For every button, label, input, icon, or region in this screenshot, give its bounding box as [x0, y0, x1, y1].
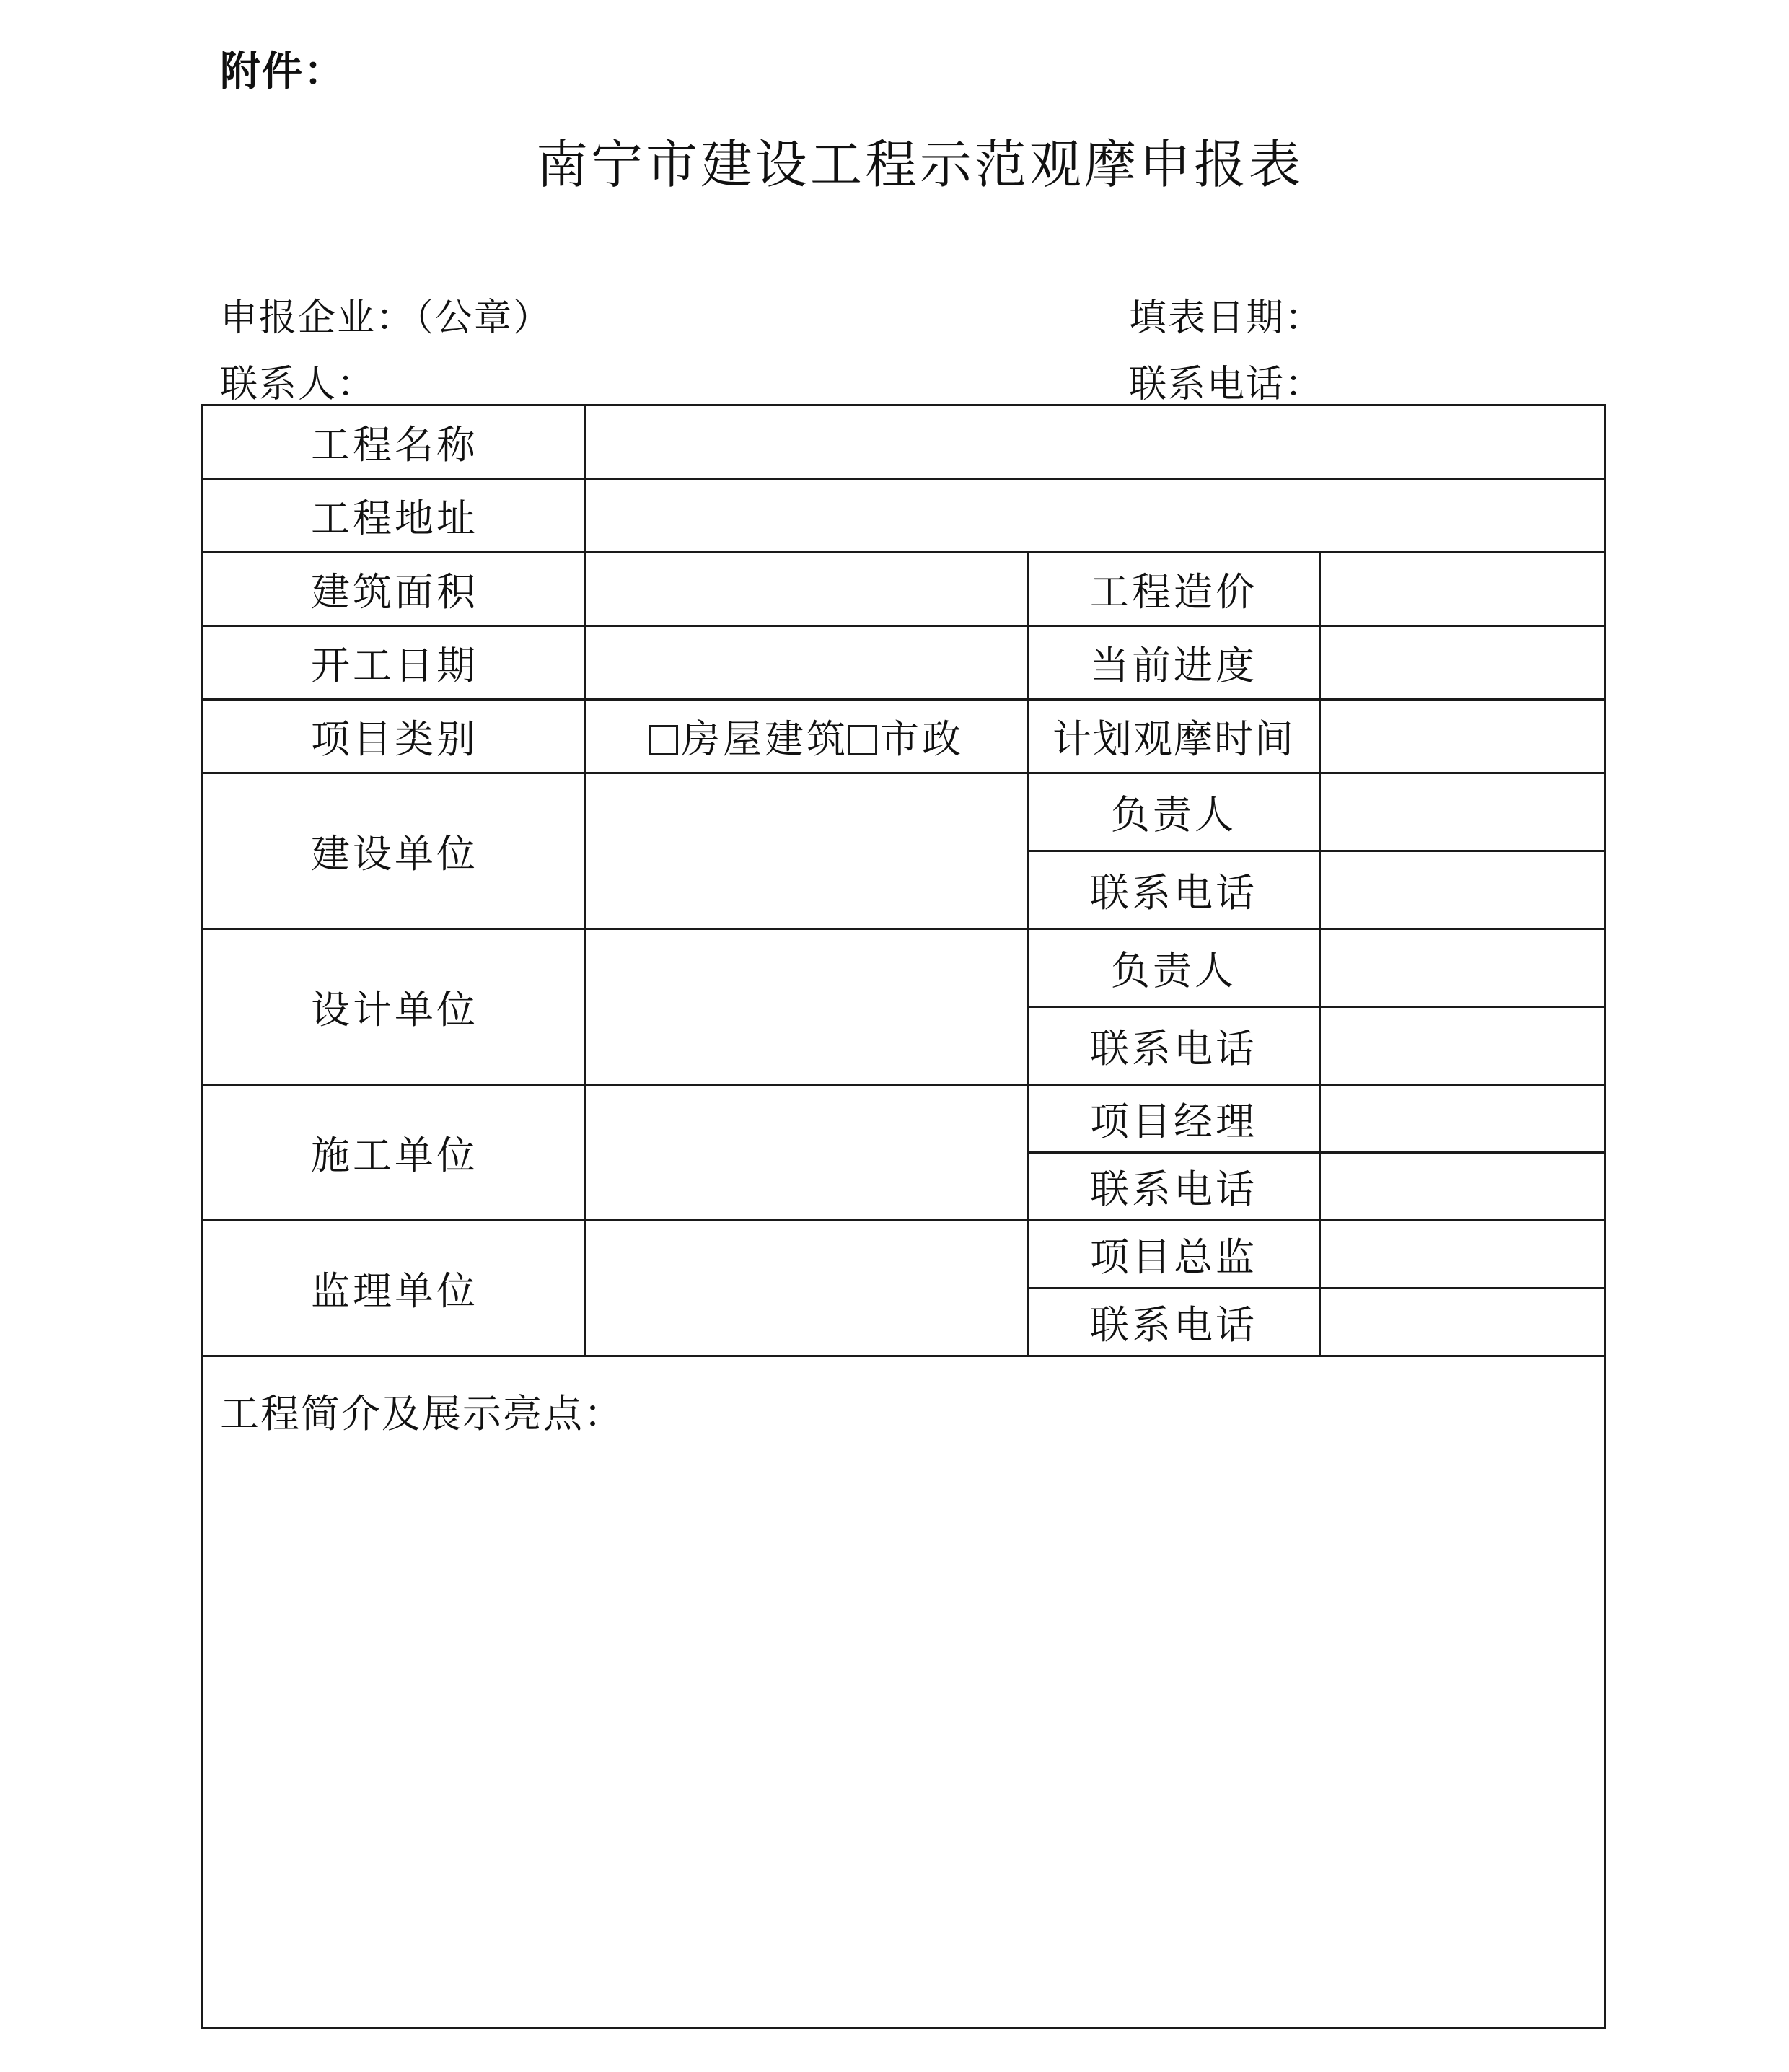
project-name-value[interactable]: [586, 405, 1605, 479]
application-form-table: [201, 404, 1606, 2029]
municipal-checkbox[interactable]: [848, 725, 877, 755]
project-address-label: 工程地址: [202, 479, 586, 553]
building-area-label: 建筑面积: [202, 553, 586, 626]
attachment-label: 附件：: [220, 48, 346, 95]
start-date-value[interactable]: [586, 626, 1028, 700]
company-label: 申报企业：（公章）: [220, 297, 553, 340]
contact-phone-label: 联系电话：: [1129, 363, 1324, 406]
contractor-unit-label: 施工单位: [202, 1085, 586, 1221]
project-cost-value[interactable]: [1320, 553, 1605, 626]
contractor-unit-value[interactable]: [586, 1085, 1028, 1221]
construction-unit-label: 建设单位: [202, 773, 586, 929]
supervision-phone-value[interactable]: [1320, 1289, 1605, 1356]
project-category-label: 项目类别: [202, 700, 586, 773]
project-category-options: [586, 700, 1028, 773]
building-area-value[interactable]: [586, 553, 1028, 626]
current-progress-label: 当前进度: [1028, 626, 1320, 700]
contact-person-label: 联系人：: [220, 363, 377, 406]
project-manager-label: 项目经理: [1028, 1085, 1320, 1153]
current-progress-value[interactable]: [1320, 626, 1605, 700]
design-phone-label: 联系电话: [1028, 1007, 1320, 1085]
design-person-value[interactable]: [1320, 929, 1605, 1007]
form-title: 南宁市建设工程示范观摩申报表: [535, 134, 1304, 195]
project-cost-label: 工程造价: [1028, 553, 1320, 626]
project-intro-label: 工程简介及展示亮点：: [220, 1391, 624, 1436]
construction-phone-label: 联系电话: [1028, 851, 1320, 929]
project-manager-value[interactable]: [1320, 1085, 1605, 1153]
design-person-label: 负责人: [1028, 929, 1320, 1007]
supervision-unit-value[interactable]: [586, 1221, 1028, 1356]
supervision-unit-label: 监理单位: [202, 1221, 586, 1356]
project-intro-field[interactable]: [202, 1356, 1605, 2029]
municipal-option-label: 市政: [880, 716, 964, 762]
design-unit-value[interactable]: [586, 929, 1028, 1085]
design-unit-label: 设计单位: [202, 929, 586, 1085]
contractor-phone-value[interactable]: [1320, 1153, 1605, 1221]
construction-phone-value[interactable]: [1320, 851, 1605, 929]
project-address-value[interactable]: [586, 479, 1605, 553]
supervision-phone-label: 联系电话: [1028, 1289, 1320, 1356]
building-option-label: 房屋建筑: [681, 716, 848, 762]
construction-person-label: 负责人: [1028, 773, 1320, 851]
start-date-label: 开工日期: [202, 626, 586, 700]
construction-unit-value[interactable]: [586, 773, 1028, 929]
planned-visit-time-value[interactable]: [1320, 700, 1605, 773]
design-phone-value[interactable]: [1320, 1007, 1605, 1085]
project-name-label: 工程名称: [202, 405, 586, 479]
construction-person-value[interactable]: [1320, 773, 1605, 851]
chief-supervisor-value[interactable]: [1320, 1221, 1605, 1289]
fill-date-label: 填表日期：: [1129, 297, 1324, 340]
building-checkbox[interactable]: [649, 725, 678, 755]
chief-supervisor-label: 项目总监: [1028, 1221, 1320, 1289]
contractor-phone-label: 联系电话: [1028, 1153, 1320, 1221]
planned-visit-time-label: 计划观摩时间: [1028, 700, 1320, 773]
